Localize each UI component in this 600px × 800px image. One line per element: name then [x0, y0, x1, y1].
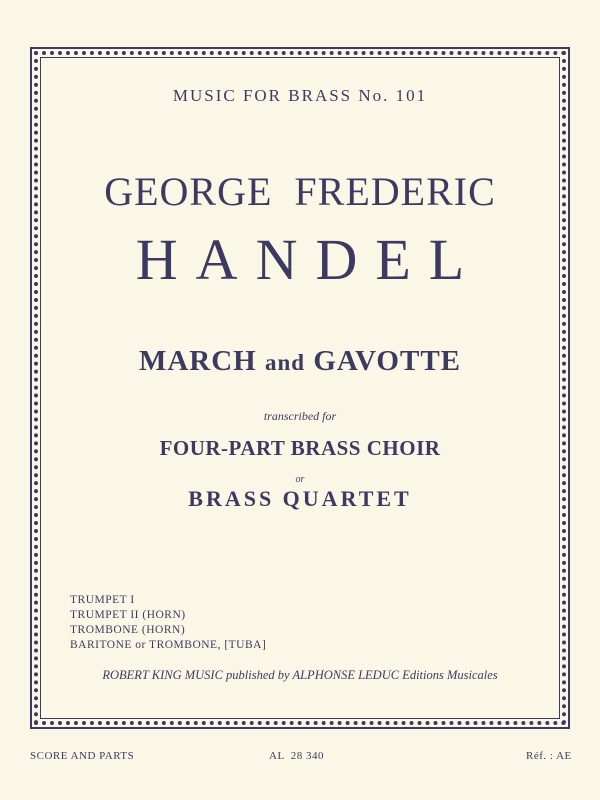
series-title: MUSIC FOR BRASS No. 101: [172, 86, 428, 105]
instrument-item: TRUMPET I: [70, 594, 135, 606]
score-and-parts: SCORE AND PARTS: [30, 750, 135, 762]
composer-surname: HANDEL: [135, 227, 483, 292]
ensemble-quartet: BRASS QUARTET: [188, 486, 412, 511]
work-title: [0, 345, 600, 378]
instrument-item: TROMBONE (HORN): [70, 624, 186, 636]
reference-code: Réf. : AE: [526, 750, 572, 762]
title-march: MARCH: [138, 345, 257, 377]
instrument-item: TRUMPET II (HORN): [70, 609, 186, 621]
composer-first-names: GEORGE FREDERIC: [104, 169, 496, 214]
publisher-line: ROBERT KING MUSIC published by ALPHONSE LEDUC Editions Musicales: [102, 668, 498, 682]
or-text: or: [295, 474, 305, 485]
catalog-number: AL 28 340: [269, 750, 325, 762]
instrument-list: [70, 593, 266, 653]
title-gavotte: GAVOTTE: [313, 345, 462, 377]
instrument-item: BARITONE or TROMBONE, [TUBA]: [70, 639, 267, 651]
title-and: and: [264, 350, 306, 375]
transcribed-for: transcribed for: [263, 409, 337, 423]
ensemble-choir: FOUR-PART BRASS CHOIR: [159, 436, 441, 460]
